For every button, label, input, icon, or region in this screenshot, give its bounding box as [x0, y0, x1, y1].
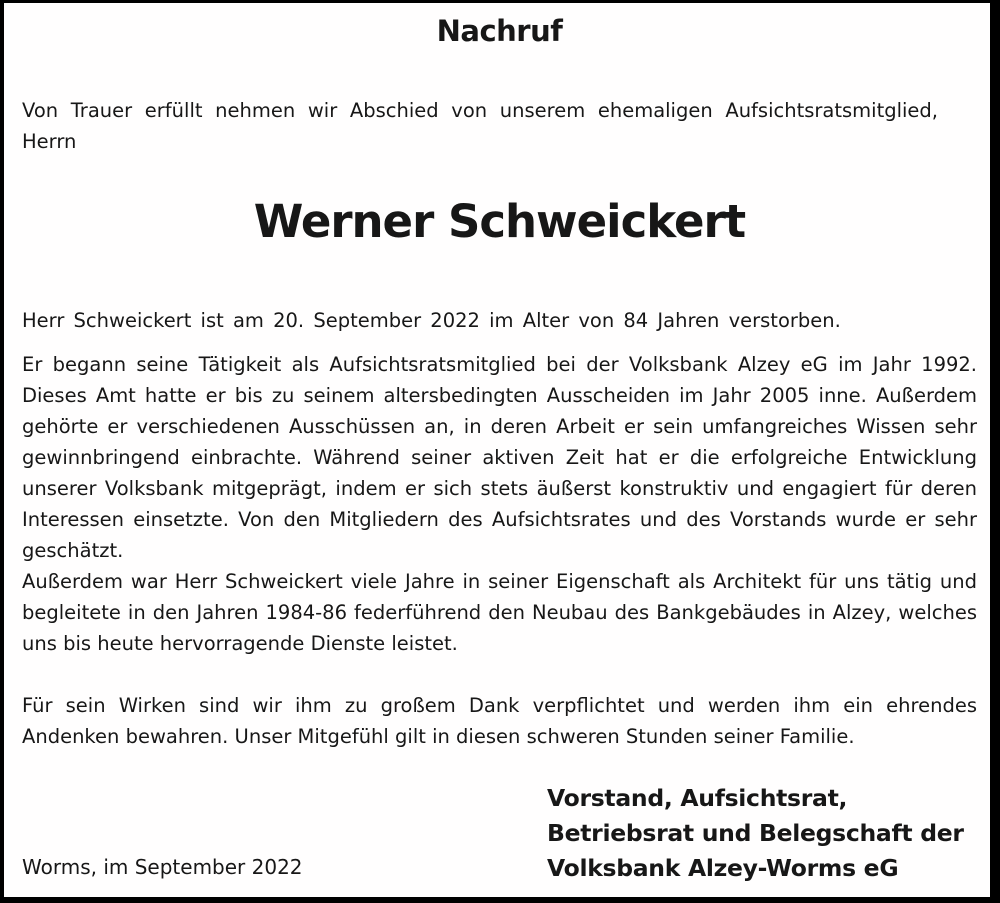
- intro-line: Von Trauer erfüllt nehmen wir Abschied von unserem ehemaligen Aufsichtsratsmitglied,: [22, 99, 938, 122]
- signature-block: [547, 781, 964, 886]
- death-notice-paragraph: Herr Schweickert ist am 20. September 2022 im Alter von 84 Jahren verstorben.: [22, 309, 841, 332]
- career-paragraph: Er begann seine Tätigkeit als Aufsichtsratsmitglied bei der Volksbank Alzey eG im Jahr 1992. Dieses Amt hatte er bis zu seinem altersbedingten Ausscheiden im Jahr 2005 inne. Außerdem gehörte er verschiedenen Ausschüssen an, in deren Arbeit er sein umfangreiches Wissen sehr gewinnbringend einbrachte. Während seiner aktiven Zeit hat er die erfolgreiche Entwicklung unserer Volksbank mitgeprägt, indem er sich stets äußerst konstruktiv und engagiert für deren Interessen einsetzte. Von den Mitgliedern des Aufsichtsrates und des Vorstands wurde er sehr geschätzt.: [22, 353, 977, 562]
- signature-line-1: Vorstand, Aufsichtsrat,: [547, 784, 848, 812]
- architect-paragraph: Außerdem war Herr Schweickert viele Jahre in seiner Eigenschaft als Architekt für uns tätig und begleitete in den Jahren 1984-86 federführend den Neubau des Bankgebäudes in Alzey, welches uns bis heute hervorragende Dienste leistet.: [22, 570, 977, 655]
- deceased-name: Werner Schweickert: [253, 195, 746, 248]
- signature-line-2: Betriebsrat und Belegschaft der: [547, 819, 964, 847]
- signature-line-3: Volksbank Alzey-Worms eG: [547, 854, 899, 882]
- dateline: Worms, im September 2022: [22, 855, 303, 879]
- page-title: Nachruf: [436, 14, 563, 48]
- intro-paragraph: [22, 95, 977, 157]
- obituary-content: [4, 3, 990, 897]
- intro-salutation: Herrn: [22, 130, 77, 153]
- gratitude-paragraph: Für sein Wirken sind wir ihm zu großem Dank verpflichtet und werden ihm ein ehrendes Andenken bewahren. Unser Mitgefühl gilt in diesen schweren Stunden seiner Familie.: [22, 694, 977, 748]
